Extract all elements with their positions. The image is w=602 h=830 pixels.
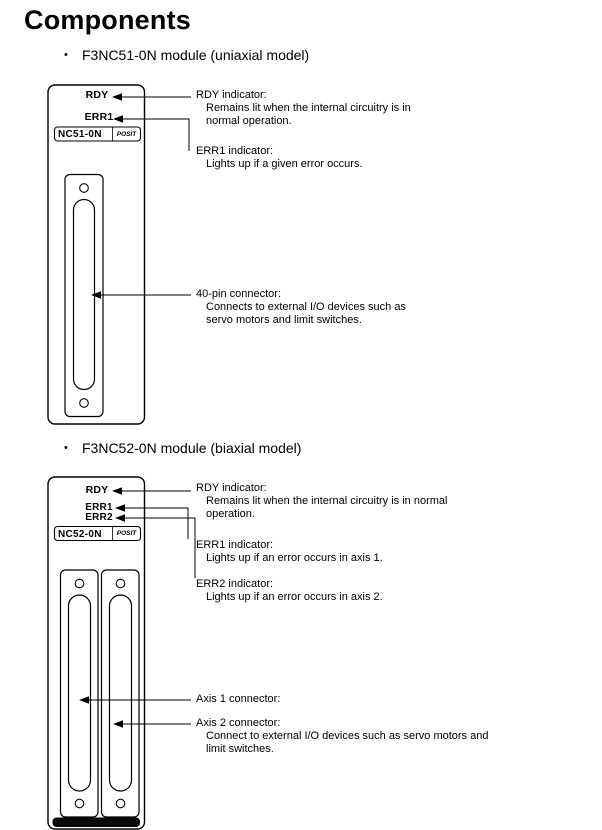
nc51-model-label: NC51-0N: [58, 129, 102, 140]
nc51-callout-err1: [196, 145, 363, 171]
nc52-axis1-screw-top-icon: [75, 579, 84, 588]
nc51-connector-screw-bottom-icon: [80, 399, 89, 408]
nc51-callout-rdy: [196, 89, 411, 128]
callout-line: Lights up if an error occurs in axis 2.: [206, 591, 383, 603]
callout-title: Axis 2 connector:: [196, 717, 281, 729]
callout-title: 40-pin connector:: [196, 288, 281, 300]
callout-line: operation.: [206, 508, 255, 520]
nc52-model-label: NC52-0N: [58, 528, 102, 540]
section-heading-nc52: [64, 440, 301, 456]
nc52-base-bar: [53, 818, 141, 828]
nc52-arrowhead-axis1-icon: [79, 696, 89, 704]
nc51-arrowhead-connector-icon: [91, 291, 101, 299]
nc52-callout-axis2: [196, 717, 488, 756]
callout-line: Lights up if an error occurs in axis 1.: [206, 552, 383, 564]
bullet-icon: •: [64, 442, 68, 454]
nc52-axis2-screw-bottom-icon: [116, 799, 125, 808]
callout-line: Lights up if a given error occurs.: [206, 158, 363, 170]
bullet-icon: •: [64, 49, 68, 61]
callout-title: RDY indicator:: [196, 89, 267, 101]
callout-line: servo motors and limit switches.: [206, 314, 362, 326]
callout-line: normal operation.: [206, 115, 292, 127]
nc51-rdy-label: RDY: [85, 89, 109, 101]
callout-title: ERR2 indicator:: [196, 578, 274, 590]
nc52-callout-err2: [196, 578, 383, 604]
callout-title: RDY indicator:: [196, 482, 267, 494]
nc52-axis1-connector-body: [61, 570, 99, 817]
nc52-arrowhead-axis2-icon: [113, 720, 123, 728]
nc52-rdy-label: RDY: [85, 484, 109, 496]
section-heading-text: F3NC51-0N module (uniaxial model): [82, 47, 310, 63]
callout-line: Remains lit when the internal circuitry is in normal: [206, 495, 448, 507]
callout-line: Connect to external I/O devices such as servo motors and: [206, 730, 489, 742]
nc51-posit-label: POSIT: [116, 130, 137, 138]
nc52-axis2-screw-top-icon: [116, 579, 125, 588]
nc52-callout-rdy: [196, 482, 447, 521]
nc52-axis1-screw-bottom-icon: [75, 799, 84, 808]
section-heading-text: F3NC52-0N module (biaxial model): [82, 440, 302, 456]
nc51-callout-connector: [196, 288, 406, 327]
nc52-err1-label: ERR1: [85, 502, 113, 513]
callout-title: ERR1 indicator:: [196, 145, 274, 157]
nc52-callout-err1: [196, 539, 383, 565]
callout-line: Remains lit when the internal circuitry is in: [206, 102, 411, 114]
callout-title: Axis 1 connector:: [196, 693, 281, 705]
nc52-callout-axis1: [196, 693, 280, 706]
nc52-axis2-connector-body: [102, 570, 140, 817]
nc51-err1-label: ERR1: [84, 111, 114, 123]
page-title: Components: [24, 5, 191, 35]
nc52-axis2-connector-slot: [110, 595, 132, 791]
nc51-connector-slot: [74, 200, 95, 390]
callout-line: limit switches.: [206, 743, 274, 755]
callout-line: Connects to external I/O devices such as: [206, 301, 406, 313]
nc52-axis1-connector-slot: [69, 595, 91, 791]
nc52-err2-label: ERR2: [85, 512, 113, 523]
section-heading-nc51: [64, 47, 309, 63]
nc51-connector-screw-top-icon: [80, 184, 89, 193]
callout-title: ERR1 indicator:: [196, 539, 274, 551]
nc52-posit-label: POSIT: [116, 530, 137, 537]
